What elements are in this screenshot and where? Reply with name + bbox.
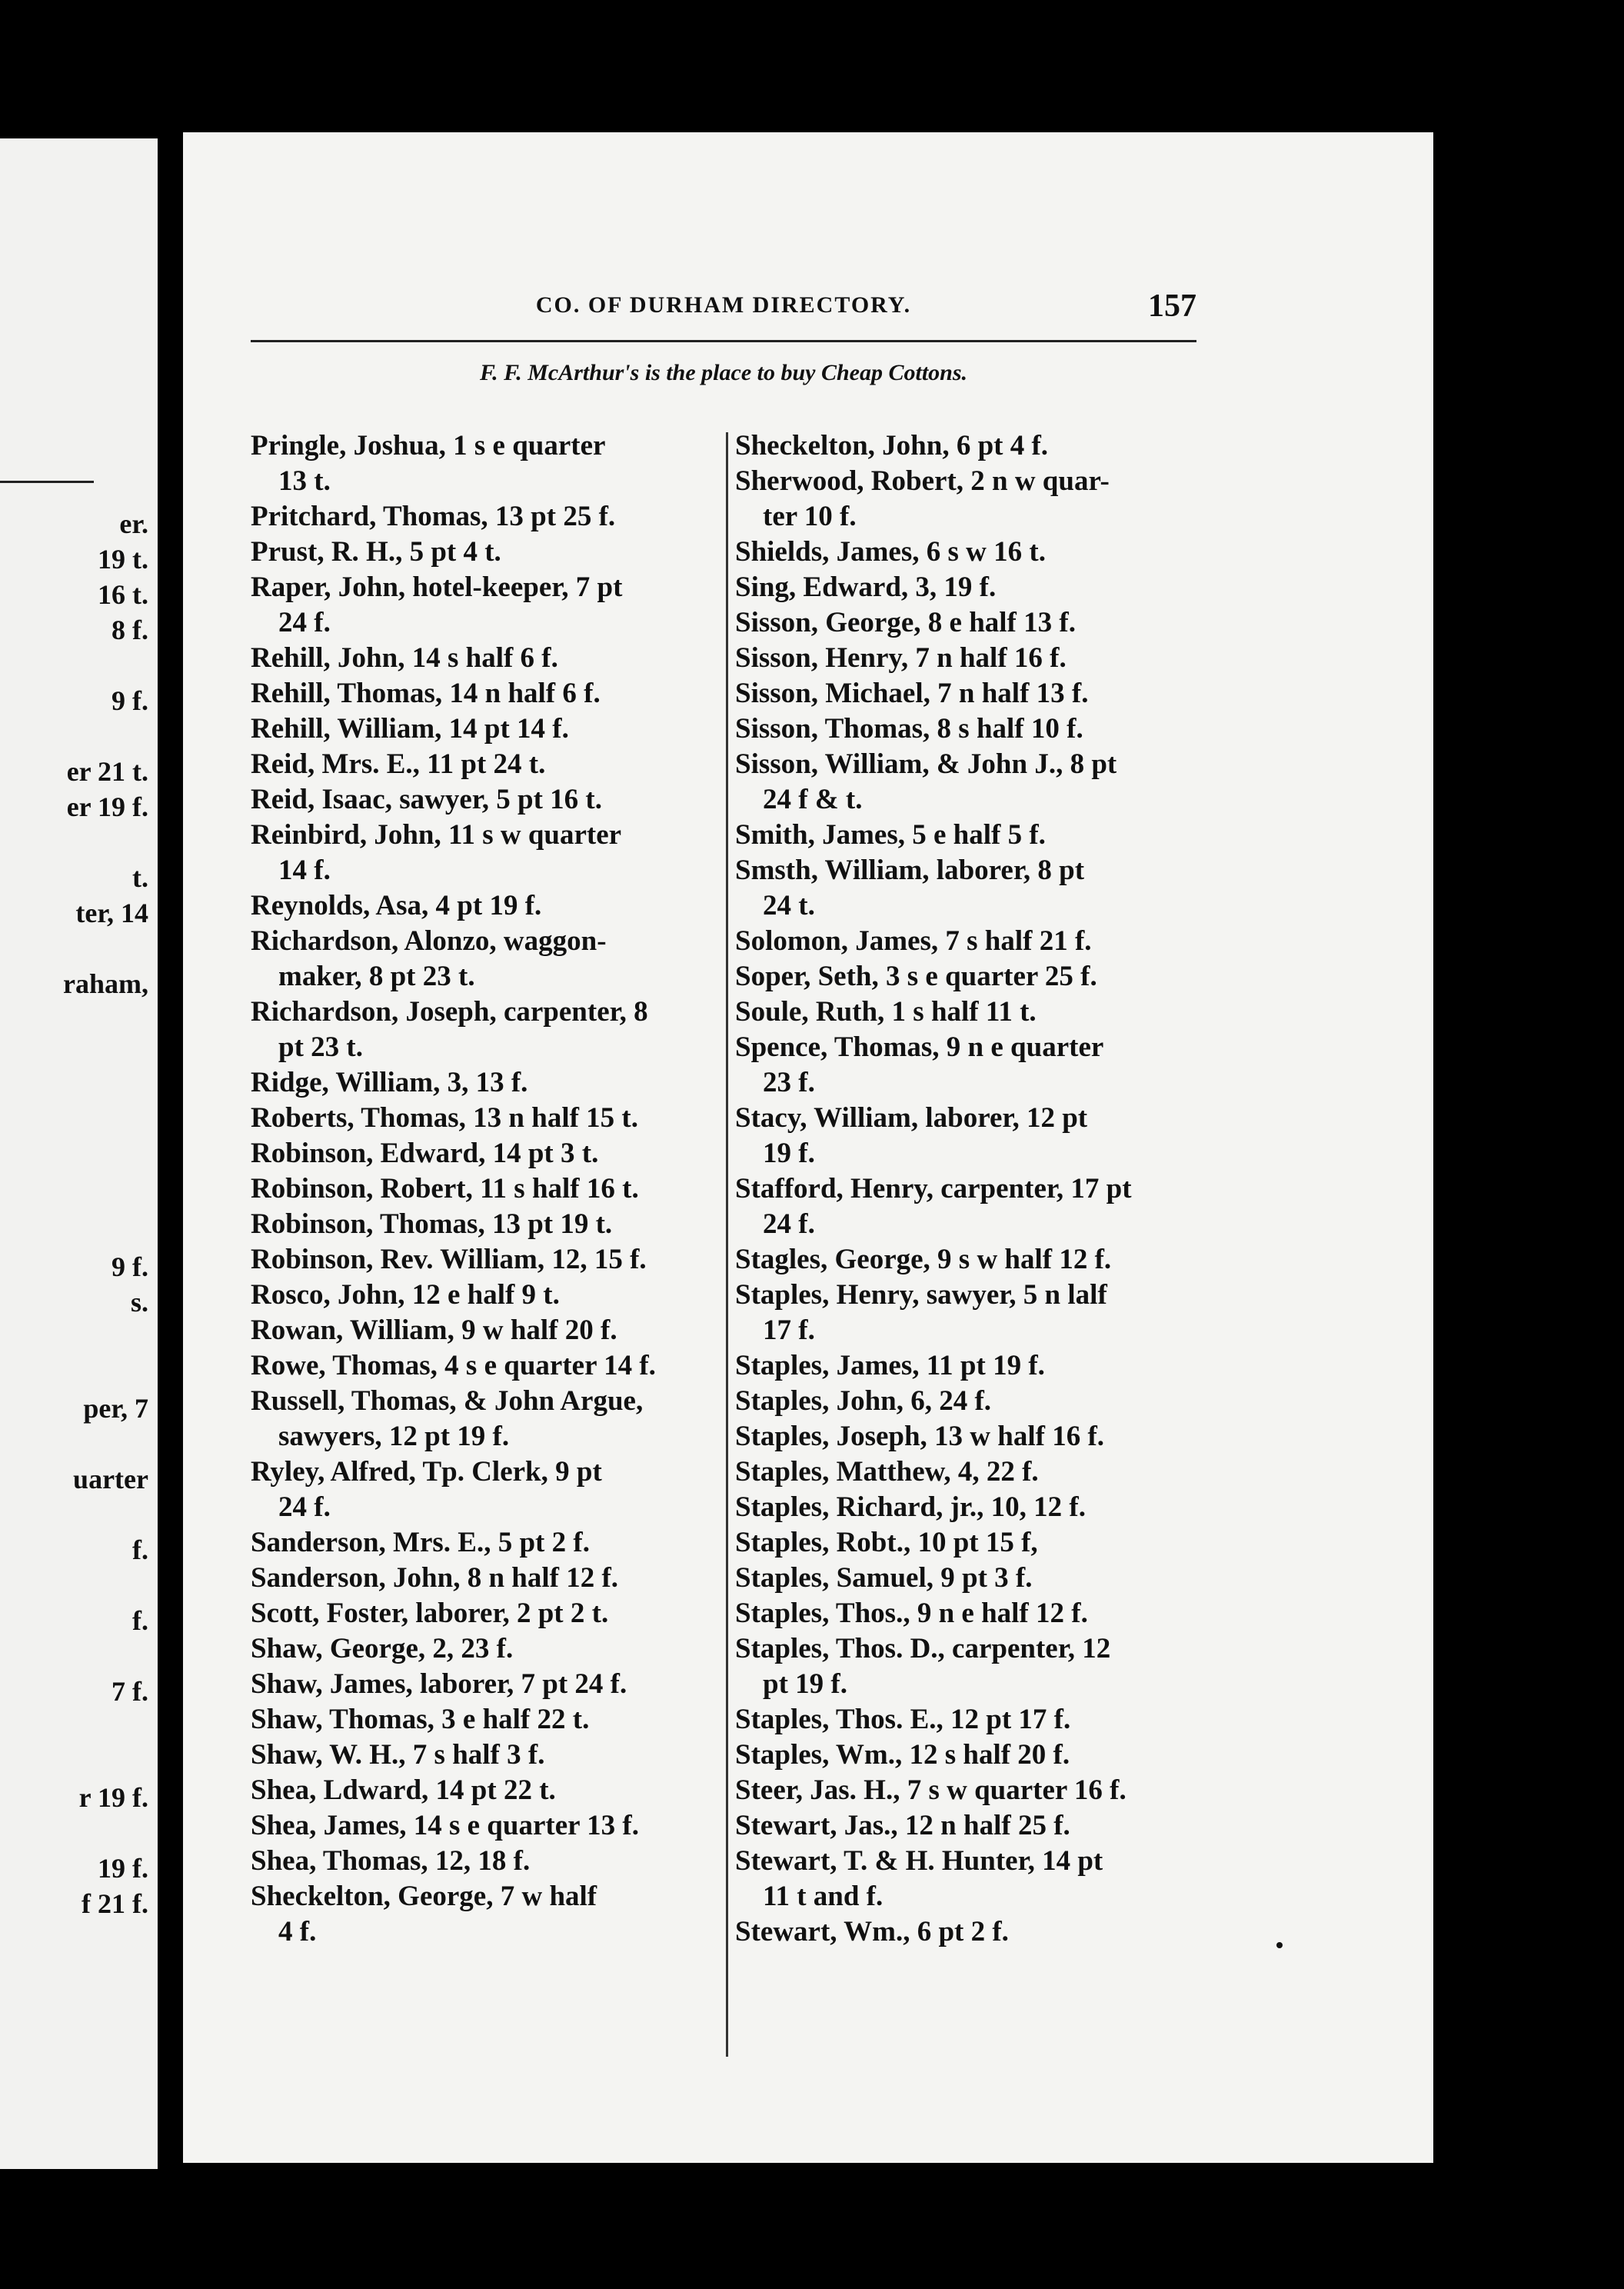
directory-entry: Steer, Jas. H., 7 s w quarter 16 f. <box>735 1774 1126 1806</box>
directory-entry-continuation: 17 f. <box>763 1314 815 1346</box>
directory-entry-continuation: 4 f. <box>278 1916 317 1947</box>
directory-entry: Rowe, Thomas, 4 s e quarter 14 f. <box>251 1350 656 1381</box>
directory-entry: Staples, Matthew, 4, 22 f. <box>735 1456 1039 1488</box>
directory-entry: Stafford, Henry, carpenter, 17 pt <box>735 1173 1132 1204</box>
previous-page-line <box>63 1214 148 1249</box>
directory-entry: Rehill, John, 14 s half 6 f. <box>251 642 558 674</box>
directory-entry: Pritchard, Thomas, 13 pt 25 f. <box>251 501 616 532</box>
directory-entry: Staples, Henry, sawyer, 5 n lalf <box>735 1279 1107 1311</box>
previous-page-rule <box>0 481 94 483</box>
directory-entry: Sherwood, Robert, 2 n w quar- <box>735 465 1110 497</box>
previous-page-line <box>63 1178 148 1214</box>
previous-page-line <box>63 1001 148 1037</box>
previous-page-edge <box>0 138 158 2169</box>
previous-page-line <box>63 648 148 683</box>
directory-entry: Staples, Richard, jr., 10, 12 f. <box>735 1491 1086 1523</box>
directory-entry-continuation: 13 t. <box>278 465 331 497</box>
previous-page-line: ter, 14 <box>75 898 148 928</box>
advertisement-line: F. F. McArthur's is the place to buy Cheap Cottons. <box>479 360 968 385</box>
directory-entry-continuation: sawyers, 12 pt 19 f. <box>278 1421 510 1452</box>
directory-entry: Robinson, Robert, 11 s half 16 t. <box>251 1173 639 1204</box>
directory-entry: Rehill, Thomas, 14 n half 6 f. <box>251 678 601 709</box>
directory-entry: Staples, Wm., 12 s half 20 f. <box>735 1739 1070 1771</box>
directory-entry: Staples, Thos. E., 12 pt 17 f. <box>735 1704 1071 1735</box>
previous-page-line: per, 7 <box>83 1393 148 1424</box>
directory-entry: Sanderson, John, 8 n half 12 f. <box>251 1562 619 1594</box>
directory-entry: Staples, James, 11 pt 19 f. <box>735 1350 1045 1381</box>
directory-entry: Soper, Seth, 3 s e quarter 25 f. <box>735 961 1097 992</box>
directory-entry: Sing, Edward, 3, 19 f. <box>735 571 997 603</box>
left-column <box>251 428 712 1950</box>
directory-entry: Staples, Samuel, 9 pt 3 f. <box>735 1562 1033 1594</box>
previous-page-line <box>63 1426 148 1461</box>
directory-page <box>183 132 1433 2163</box>
previous-page-line: f 21 f. <box>82 1888 148 1919</box>
header-rule <box>251 340 1196 342</box>
directory-entry: Shea, James, 14 s e quarter 13 f. <box>251 1810 639 1841</box>
directory-entry-continuation: pt 19 f. <box>763 1668 847 1700</box>
directory-entry: Sisson, William, & John J., 8 pt <box>735 748 1117 780</box>
directory-entry: Reynolds, Asa, 4 pt 19 f. <box>251 890 542 921</box>
directory-entry: Scott, Foster, laborer, 2 pt 2 t. <box>251 1598 609 1629</box>
directory-entry-continuation: maker, 8 pt 23 t. <box>278 961 475 992</box>
directory-entry: Spence, Thomas, 9 n e quarter <box>735 1031 1104 1063</box>
previous-page-line: 19 f. <box>98 1853 148 1884</box>
page-header <box>251 288 1196 326</box>
directory-entry: Richardson, Joseph, carpenter, 8 <box>251 996 648 1028</box>
directory-entry: Stewart, Jas., 12 n half 25 f. <box>735 1810 1070 1841</box>
directory-entry-continuation: 23 f. <box>763 1067 815 1098</box>
previous-page-line: t. <box>132 862 148 893</box>
previous-page-line: r 19 f. <box>78 1782 148 1813</box>
directory-entry: Ridge, William, 3, 13 f. <box>251 1067 528 1098</box>
column-divider <box>726 432 728 2057</box>
previous-page-line: 7 f. <box>111 1676 148 1707</box>
directory-entry: Robinson, Edward, 14 pt 3 t. <box>251 1138 599 1169</box>
previous-page-line <box>63 1497 148 1532</box>
directory-entry: Reinbird, John, 11 s w quarter <box>251 819 622 851</box>
directory-entry-continuation: 24 t. <box>763 890 815 921</box>
previous-page-line <box>63 1320 148 1355</box>
page-number: 157 <box>1148 288 1196 324</box>
previous-page-line: 8 f. <box>111 615 148 645</box>
directory-entry: Shaw, W. H., 7 s half 3 f. <box>251 1739 545 1771</box>
directory-entry: Rowan, William, 9 w half 20 f. <box>251 1314 617 1346</box>
previous-page-line: 19 t. <box>98 544 148 575</box>
directory-entry: Robinson, Rev. William, 12, 15 f. <box>251 1244 647 1275</box>
previous-page-line: s. <box>130 1287 148 1318</box>
directory-entry-continuation: 24 f. <box>278 1491 331 1523</box>
directory-entry: Sheckelton, George, 7 w half <box>251 1881 597 1912</box>
directory-entry: Prust, R. H., 5 pt 4 t. <box>251 536 501 568</box>
directory-entry: Shea, Thomas, 12, 18 f. <box>251 1845 531 1877</box>
right-column <box>735 428 1196 1950</box>
directory-entry: Robinson, Thomas, 13 pt 19 t. <box>251 1208 613 1240</box>
directory-entry: Sisson, Michael, 7 n half 13 f. <box>735 678 1089 709</box>
directory-entry-continuation: 14 f. <box>278 855 331 886</box>
previous-page-line <box>63 1709 148 1744</box>
directory-entry: Shea, Ldward, 14 pt 22 t. <box>251 1774 556 1806</box>
previous-page-line: uarter <box>73 1464 148 1494</box>
directory-entry-continuation: 24 f & t. <box>763 784 863 815</box>
previous-page-line: raham, <box>63 968 148 999</box>
directory-entry: Stagles, George, 9 s w half 12 f. <box>735 1244 1112 1275</box>
directory-entry: Raper, John, hotel-keeper, 7 pt <box>251 571 623 603</box>
previous-page-line: f. <box>132 1534 148 1565</box>
directory-entry: Staples, Thos. D., carpenter, 12 <box>735 1633 1111 1664</box>
directory-entry: Stewart, T. & H. Hunter, 14 pt <box>735 1845 1103 1877</box>
directory-entry: Russell, Thomas, & John Argue, <box>251 1385 644 1417</box>
previous-page-line: er. <box>119 508 148 539</box>
previous-page-line: er 21 t. <box>66 756 148 787</box>
directory-entry: Pringle, Joshua, 1 s e quarter <box>251 430 606 461</box>
directory-entry: Roberts, Thomas, 13 n half 15 t. <box>251 1102 638 1134</box>
directory-entry: Smith, James, 5 e half 5 f. <box>735 819 1046 851</box>
previous-page-line <box>63 1744 148 1780</box>
directory-entry: Staples, Joseph, 13 w half 16 f. <box>735 1421 1105 1452</box>
directory-entry: Soule, Ruth, 1 s half 11 t. <box>735 996 1037 1028</box>
previous-page-line <box>63 1355 148 1391</box>
ink-speck <box>1276 1942 1283 1948</box>
previous-page-line: 9 f. <box>111 685 148 716</box>
directory-entry: Shaw, George, 2, 23 f. <box>251 1633 514 1664</box>
directory-entry-continuation: pt 23 t. <box>278 1031 363 1063</box>
directory-entry: Rosco, John, 12 e half 9 t. <box>251 1279 560 1311</box>
previous-page-line <box>63 1815 148 1851</box>
directory-entry: Shields, James, 6 s w 16 t. <box>735 536 1046 568</box>
directory-entry: Richardson, Alonzo, waggon- <box>251 925 607 957</box>
previous-page-line: er 19 f. <box>66 791 148 822</box>
previous-page-line <box>63 1108 148 1143</box>
directory-entry: Sisson, Thomas, 8 s half 10 f. <box>735 713 1083 745</box>
previous-page-line <box>63 931 148 966</box>
directory-entry-continuation: 11 t and f. <box>763 1881 884 1912</box>
directory-entry: Stewart, Wm., 6 pt 2 f. <box>735 1916 1009 1947</box>
directory-entry-continuation: ter 10 f. <box>763 501 857 532</box>
previous-page-line: 9 f. <box>111 1251 148 1282</box>
directory-entry: Shaw, Thomas, 3 e half 22 t. <box>251 1704 590 1735</box>
previous-page-line <box>63 1072 148 1108</box>
previous-page-line <box>63 825 148 860</box>
directory-entry: Stacy, William, laborer, 12 pt <box>735 1102 1088 1134</box>
directory-entry: Sisson, Henry, 7 n half 16 f. <box>735 642 1067 674</box>
previous-page-line <box>63 1037 148 1072</box>
previous-page-line <box>63 1143 148 1178</box>
directory-entry: Shaw, James, laborer, 7 pt 24 f. <box>251 1668 627 1700</box>
directory-entry: Ryley, Alfred, Tp. Clerk, 9 pt <box>251 1456 602 1488</box>
directory-entry: Sheckelton, John, 6 pt 4 f. <box>735 430 1049 461</box>
directory-entry: Sisson, George, 8 e half 13 f. <box>735 607 1076 638</box>
previous-page-line <box>63 1638 148 1674</box>
directory-entry: Reid, Isaac, sawyer, 5 pt 16 t. <box>251 784 603 815</box>
previous-page-text <box>63 506 148 1921</box>
directory-entry-continuation: 24 f. <box>278 607 331 638</box>
directory-entry: Staples, Thos., 9 n e half 12 f. <box>735 1598 1088 1629</box>
running-head: CO. OF DURHAM DIRECTORY. <box>535 292 912 318</box>
directory-entry: Staples, Robt., 10 pt 15 f, <box>735 1527 1038 1558</box>
previous-page-line: 16 t. <box>98 579 148 610</box>
directory-entry: Reid, Mrs. E., 11 pt 24 t. <box>251 748 546 780</box>
directory-entry: Smsth, William, laborer, 8 pt <box>735 855 1085 886</box>
previous-page-line <box>63 718 148 754</box>
previous-page-line: f. <box>132 1605 148 1636</box>
directory-entry: Sanderson, Mrs. E., 5 pt 2 f. <box>251 1527 590 1558</box>
previous-page-line <box>63 1568 148 1603</box>
directory-entry: Rehill, William, 14 pt 14 f. <box>251 713 569 745</box>
directory-entry: Solomon, James, 7 s half 21 f. <box>735 925 1092 957</box>
directory-entry: Staples, John, 6, 24 f. <box>735 1385 992 1417</box>
directory-entry-continuation: 19 f. <box>763 1138 815 1169</box>
directory-entry-continuation: 24 f. <box>763 1208 815 1240</box>
